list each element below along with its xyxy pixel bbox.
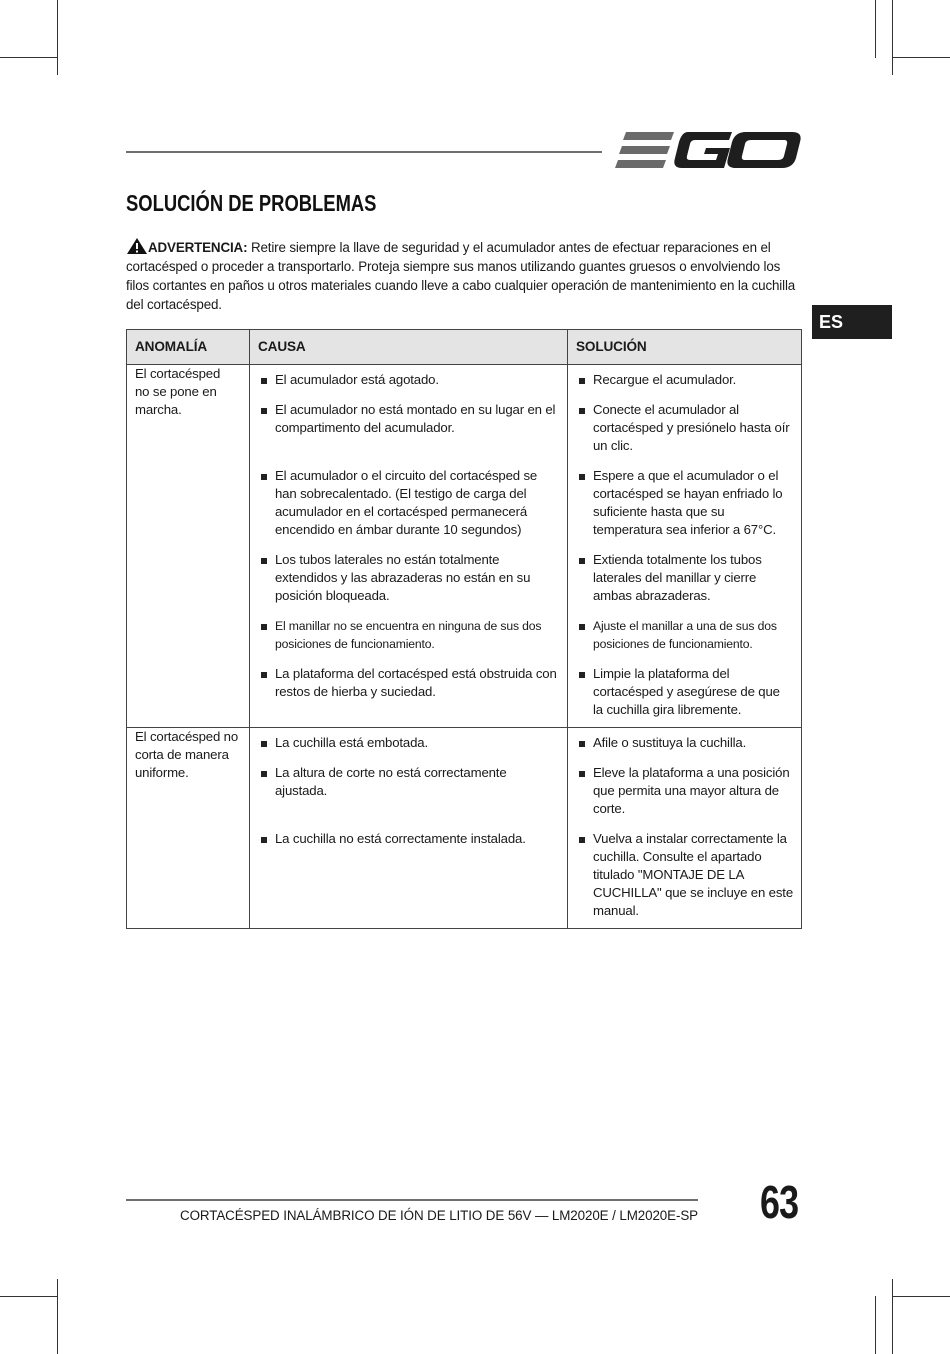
crop-mark [0,1296,57,1297]
solution-item: Conecte el acumulador al cortacésped y presiónelo hasta oír un clic. [578,401,793,467]
crop-mark [875,0,876,58]
anomaly-line: El cortacésped no [135,729,239,744]
table-header-row [127,330,802,365]
solution-item: Ajuste el manillar a una de sus dos posiciones de funcionamiento. [578,617,793,665]
solution-item: Vuelva a instalar correctamente la cuchilla. Consulte el apartado titulado "MONTAJE DE LA CUCHILLA" que se incluye en este manual. [578,830,793,920]
anomaly-line: uniforme. [135,765,189,780]
solution-item: Extienda totalmente los tubos laterales del manillar y cierre ambas abrazaderas. [578,551,793,617]
anomaly-cell [127,728,250,929]
solution-cell [568,365,802,728]
language-tab: ES [812,305,892,339]
cause-item: El manillar no se encuentra en ninguna de sus dos posiciones de funcionamiento. [260,617,559,665]
solution-item: Espere a que el acumulador o el cortacésped se hayan enfriado lo suficiente hasta que su temperatura sea inferior a 67°C. [578,467,793,551]
crop-mark [875,1296,876,1354]
header-rule [126,151,602,153]
troubleshooting-table [126,329,802,929]
cause-cell [250,365,568,728]
anomaly-line: corta de manera [135,747,229,762]
solution-item: Recargue el acumulador. [578,371,793,401]
table-row [127,365,802,728]
solution-item: Afile o sustituya la cuchilla. [578,734,793,764]
crop-mark [57,0,58,75]
crop-mark [57,1279,58,1354]
anomaly-line: no se pone en [135,384,217,399]
cause-cell [250,728,568,929]
crop-mark [892,57,950,58]
crop-mark [892,1296,950,1297]
page-number: 63 [760,1176,799,1228]
footer-product-line: CORTACÉSPED INALÁMBRICO DE IÓN DE LITIO DE 56V — LM2020E / LM2020E-SP [180,1208,698,1223]
ego-logo [612,126,802,174]
section-title: SOLUCIÓN DE PROBLEMAS [126,190,377,216]
column-header-solution: SOLUCIÓN [568,330,802,365]
anomaly-cell [127,365,250,728]
crop-mark [892,1279,893,1354]
solution-item: Limpie la plataforma del cortacésped y asegúrese de que la cuchilla gira libremente. [578,665,793,719]
footer-rule [126,1199,698,1201]
cause-item: La cuchilla no está correctamente instalada. [260,830,559,920]
cause-item: La cuchilla está embotada. [260,734,559,764]
crop-mark [892,0,893,75]
crop-mark [0,57,57,58]
solution-cell [568,728,802,929]
cause-item: El acumulador o el circuito del cortacésped se han sobrecalentado. (El testigo de carga del acumulador en el cortacésped permanecerá encendido en ámbar durante 10 segundos) [260,467,559,551]
anomaly-line: marcha. [135,402,182,417]
cause-item: El acumulador no está montado en su lugar en el compartimento del acumulador. [260,401,559,467]
warning-label: ADVERTENCIA: [148,240,248,255]
column-header-anomaly: ANOMALÍA [127,330,250,365]
column-header-cause: CAUSA [250,330,568,365]
solution-item: Eleve la plataforma a una posición que permita una mayor altura de corte. [578,764,793,830]
warning-triangle-icon [126,237,148,255]
cause-item: El acumulador está agotado. [260,371,559,401]
cause-item: La altura de corte no está correctamente ajustada. [260,764,559,830]
warning-text: Retire siempre la llave de seguridad y el acumulador antes de efectuar reparaciones en el cortacésped o proceder a transportarlo. Proteja siempre sus manos utilizando guantes gruesos o envolviendo los filos cortantes en paños u otros materiales cuando lleve a cabo cualquier operación de mantenimiento en la cuchilla del cortacésped. [126,240,796,312]
warning-notice [126,237,796,314]
cause-item: La plataforma del cortacésped está obstruida con restos de hierba y suciedad. [260,665,559,719]
cause-item: Los tubos laterales no están totalmente extendidos y las abrazaderas no están en su posición bloqueada. [260,551,559,617]
table-row [127,728,802,929]
anomaly-line: El cortacésped [135,366,221,381]
